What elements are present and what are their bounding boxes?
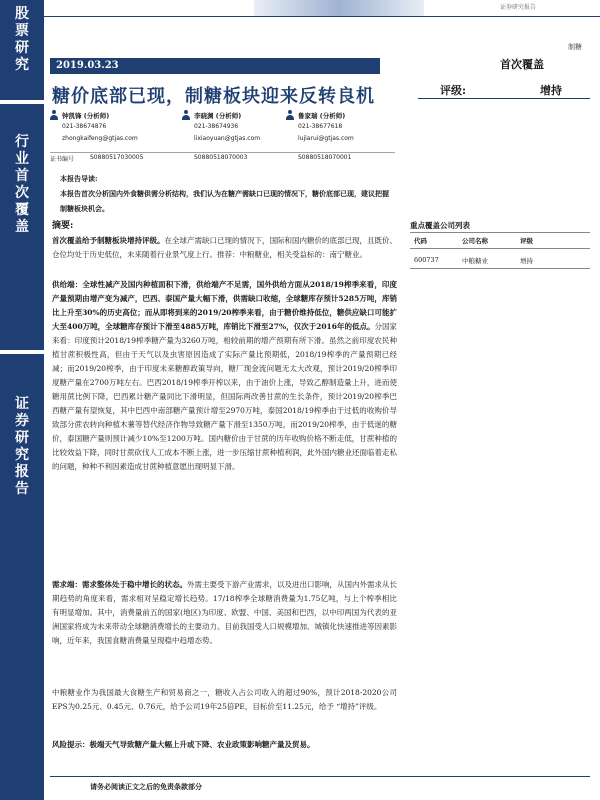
abstract-paragraph <box>52 278 397 474</box>
table-header: 评级 <box>520 237 533 245</box>
report-title: 糖价底部已现，制糖板块迎来反转良机 <box>52 86 375 107</box>
sidebar-char: 报 <box>15 464 29 480</box>
paragraph-lead: 供给端：全球性减产及国内种植面积下滑，供给端产不足需，国外供给方面从2018/19榨季来看，印度产量预期由增产变为减产，巴西、泰国产量大幅下滑，供需缺口收缩，全球糖库存预计5285万吨，库销比上升至30%的历史高位；而从即将到来的2019/20榨季来看，由于糖价维持低位，糖供应缺口可能扩大至400万吨，全球糖库存预计下滑至4885万吨，库销比下滑至27%，仅次于2016年的低点。 <box>52 280 397 331</box>
person-icon <box>286 110 294 120</box>
left-sidebar <box>0 0 44 800</box>
abstract-paragraph <box>52 686 397 714</box>
person-icon <box>182 110 190 120</box>
footer-disclaimer: 请务必阅读正文之后的免责条款部分 <box>90 782 202 791</box>
table-rule <box>410 268 590 269</box>
analyst-email[interactable]: lixiaoyuan@gtjas.com <box>194 135 261 142</box>
table-cell: 600737 <box>414 256 439 264</box>
table-rule <box>410 248 590 249</box>
sidebar-securities-report <box>0 396 44 498</box>
analyst-name: 鲁家瑞 (分析师) <box>298 112 346 120</box>
sidebar-char: 研 <box>15 40 29 56</box>
analyst-cert: S0880518070001 <box>298 154 352 161</box>
cert-label: 证书编号 <box>50 156 75 163</box>
rating-value: 增持 <box>540 84 562 97</box>
sidebar-char: 证 <box>15 396 29 412</box>
abstract-paragraph <box>52 578 397 648</box>
table-header: 代码 <box>414 237 427 245</box>
sidebar-char: 券 <box>15 413 29 429</box>
analyst-tel: 021-38677618 <box>298 123 343 130</box>
analyst-divider <box>50 152 395 153</box>
analyst-name: 李晓渊 (分析师) <box>194 112 242 120</box>
abstract-paragraph <box>52 234 397 262</box>
sidebar-char: 究 <box>15 447 29 463</box>
sector-label: 制糖 <box>568 43 582 51</box>
table-cell: 中粮糖业 <box>462 257 488 265</box>
report-date: 2019.03.23 <box>50 58 380 74</box>
table-rule <box>410 232 590 233</box>
paragraph-lead: 首次覆盖给予制糖板块增持评级。 <box>52 236 165 245</box>
guide-text: 本报告首次分析国内外食糖供需分析结构，我们认为在糖产需缺口已现的情况下，糖价底部已现，建议把握制糖板块机会。 <box>60 189 389 213</box>
analyst-email[interactable]: zhongkaifeng@gtjas.com <box>62 135 138 142</box>
sidebar-char: 股 <box>15 6 29 22</box>
paragraph-text: 分国家来看：印度预计2018/19榨季糖产量为3260万吨，相较前期的增产预期有所下滑。虽然之前印度农民种植甘蔗积极性高，但由于天气以及虫害原因造成了实际产量比预期低，2018/19榨季的产量预期已经减；而2019/20榨季，由于印度未来糖醇政策导向，糖厂现金流问题无太大改观，预计2019/20榨季印度糖产量在2700万吨左右。巴西2018/19榨季开榨以来，由于油价上涨，导致乙醇制造量上升，进而使糖用蔗比例下降，巴西累计糖产量同比下滑明显，但国际两改善甘蔗的生长条件，预计2019/20榨季巴西糖产量有望恢复，其中巴西中南部糖产量预计增至2970万吨，泰国2018/19榨季由于过低的收购价导致部分蔗农转向种植木薯等替代经济作物导致糖产量下滑至1350万吨，而2019/20榨季，由于低迷的糖价，泰国糖产量则预计减少10%至1200万吨。国内糖价由于甘蔗的历年收购价格不断走低，甘蔗种植的比较效益下降，同时甘蔗砍伐人工成本不断上涨，进一步压缩甘蔗种植利润，此外国内糖业还面临着走私的问题，种种不利因素造成甘蔗种植意愿出现明显下滑。 <box>52 322 398 471</box>
sidebar-divider <box>0 350 44 354</box>
risk-warning: 风险提示：极端天气导致糖产量大幅上升或下降、农业政策影响糖产量及贸易。 <box>52 740 315 749</box>
rating-underline <box>418 98 590 99</box>
top-right-label: 证券研究报告 <box>500 4 537 11</box>
coverage-table-title: 重点覆盖公司列表 <box>410 221 470 230</box>
cover-type: 首次覆盖 <box>500 58 544 71</box>
analyst-email[interactable]: lujiarui@gtjas.com <box>298 135 354 142</box>
analyst-tel: 021-38674936 <box>194 123 239 130</box>
rating-label: 评级: <box>440 84 467 97</box>
paragraph-text: 在全球产需缺口已现的情况下，国际和国内糖价的底部已现，且既价、仓位均处于历史低位，未来随着行业景气度上行。推荐：中粮糖业，相关受益标的：南宁糖业。 <box>52 236 397 259</box>
analyst-cert: S0880518070003 <box>194 154 248 161</box>
sidebar-char: 首 <box>15 168 29 184</box>
sidebar-char: 究 <box>15 57 29 73</box>
sidebar-char: 研 <box>15 430 29 446</box>
paragraph-text: 外需主要受下游产业需求，以及进出口影响，从国内外需求从长期趋势的角度来看，需求相对呈稳定增长趋势。17/18榨季全球糖消费量为1.75亿吨，与上个榨季相比有明显增加。其中，消费量前五的国家(地区)为印度、欧盟、中国、美国和巴西，以中印两国为代表的亚洲国家将成为未来带动全球糖消费增长的主要动力。目前我国受人口规模增加、城镇化快速推进等因素影响，近年来，我国食糖消费量呈现稳中趋增态势。 <box>52 580 397 645</box>
paragraph-text: 中粮糖业作为我国最大食糖生产和贸易商之一，糖收入占公司收入的超过90%，预计2018-2020公司EPS为0.25元、0.45元、0.76元，给予公司19年25倍PE，目标价至11.25元，给予 “增持”评级。 <box>52 688 397 711</box>
sidebar-char: 次 <box>15 185 29 201</box>
paragraph-lead: 需求端：需求整体处于稳中增长的状态。 <box>52 580 187 589</box>
sidebar-char: 业 <box>15 151 29 167</box>
person-icon <box>50 110 58 120</box>
sidebar-char: 告 <box>15 481 29 497</box>
header-rule <box>44 16 600 17</box>
table-cell: 增持 <box>520 257 533 265</box>
sidebar-char: 盖 <box>15 219 29 235</box>
sidebar-industry-first-coverage <box>0 134 44 236</box>
analyst-block <box>50 110 395 163</box>
analyst-name: 钟凯锋 (分析师) <box>62 112 110 120</box>
analyst-cert: S0880517030005 <box>90 154 144 161</box>
risk-paragraph <box>52 738 397 752</box>
guide-title: 本报告导读: <box>60 174 98 183</box>
analyst-tel: 021-38674876 <box>62 123 107 130</box>
table-header: 公司名称 <box>462 237 488 245</box>
sidebar-char: 行 <box>15 134 29 150</box>
sidebar-stock-research <box>0 6 44 74</box>
sidebar-char: 覆 <box>15 202 29 218</box>
sidebar-divider <box>0 100 44 104</box>
banner-graphic <box>254 0 424 16</box>
sidebar-char: 票 <box>15 23 29 39</box>
footer-rule <box>50 776 590 777</box>
abstract-title: 摘要: <box>52 221 74 231</box>
